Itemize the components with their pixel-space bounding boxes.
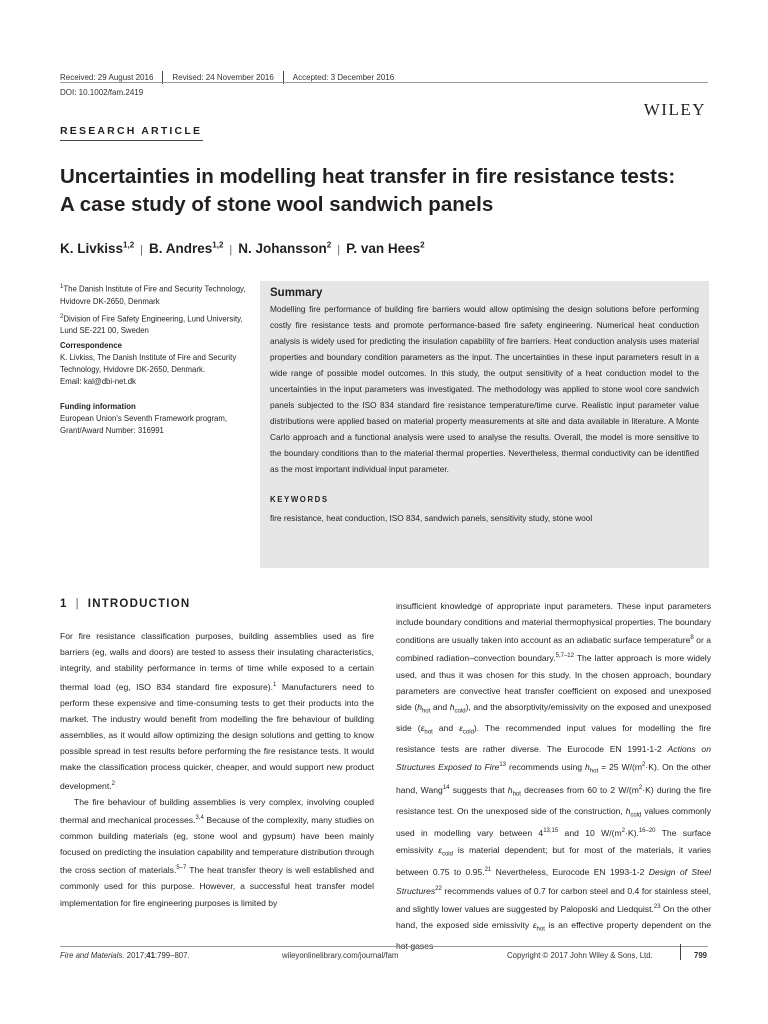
- copyright: Copyright © 2017 John Wiley & Sons, Ltd.: [507, 951, 653, 960]
- funding-heading: Funding information: [60, 402, 136, 412]
- article-type-rule: [60, 140, 203, 141]
- citation-ref[interactable]: 14: [442, 784, 450, 791]
- body-column-left: [60, 628, 374, 911]
- citation-ref[interactable]: 23: [653, 903, 661, 910]
- citation-ref[interactable]: 8: [690, 635, 694, 642]
- revised-date: Revised: 24 November 2016: [172, 73, 274, 82]
- footer-divider: [680, 944, 681, 960]
- section-number: 1: [60, 598, 68, 610]
- article-metadata: [60, 281, 250, 437]
- citation-ref[interactable]: 3,4: [195, 814, 204, 821]
- summary-box: [260, 281, 709, 568]
- correspondence-heading: Correspondence: [60, 341, 122, 351]
- citation-ref[interactable]: 2: [111, 780, 115, 787]
- article-title: [60, 163, 720, 219]
- citation-ref[interactable]: 13,15: [543, 828, 559, 835]
- footer-citation: Fire and Materials. 2017;41:799–807.: [60, 951, 190, 960]
- paragraph: For fire resistance classification purposes, building assemblies used as fire barriers (eg, walls and doors) are tested to assess their insulating characteristics, integrity, and stability performance in terms of time while exposed to a certain thermal load (eg, ISO 834 standard fire exposure).$^1$ Manufacturers need to perform these expensive and time-consuming tests to get their products into the market. The industry would benefit from modelling the fire behaviour of building assemblies, as it would allow optimizing the design solutions and getting to know possible spread in test results before performing the fire resistance tests. It would make the classification process quicker, cheaper, and would support new product development.$^2$: [60, 631, 374, 791]
- accepted-date: Accepted: 3 December 2016: [292, 73, 395, 82]
- citation-ref[interactable]: 5–7: [176, 865, 187, 872]
- citation-ref[interactable]: 13: [499, 761, 507, 768]
- doi[interactable]: DOI: 10.1002/fam.2419: [60, 88, 144, 97]
- summary-heading: Summary: [270, 287, 323, 299]
- received-date: Received: 29 August 2016: [60, 73, 154, 82]
- citation-ref[interactable]: 16–20: [638, 828, 656, 835]
- paragraph: The fire behaviour of building assemblies is very complex, involving coupled thermal and mechanical processes.$^{3,4}$ Because of the complexity, many studies on common building materials (eg, stone wool and gypsum) have been mainly focused on predicting the insulation capability and temperature distribution through the cross section of materials.$^{5-7}$ The heat transfer theory is well established and commonly used for this purpose. However, a successful heat transfer model implementation for fire engineering purposes is limited by: [60, 796, 374, 908]
- body-column-right: [396, 598, 711, 954]
- affiliation: $^1$The Danish Institute of Fire and Security Technology, Hvidovre DK-2650, Denmark: [60, 284, 246, 306]
- footer-rule: [60, 946, 708, 947]
- section-title: INTRODUCTION: [87, 598, 191, 610]
- author-list: [60, 240, 425, 256]
- journal-url[interactable]: wileyonlinelibrary.com/journal/fam: [282, 951, 399, 960]
- title-line-2: A case study of stone wool sandwich panels: [60, 193, 494, 216]
- correspondence-text: K. Livkiss, The Danish Institute of Fire and Security Technology, Hvidovre DK-2650, Denmark.: [60, 353, 237, 375]
- citation-ref[interactable]: 21: [484, 867, 492, 874]
- author-divider: |: [229, 243, 233, 256]
- affiliation: $^2$Division of Fire Safety Engineering, Lund University, Lund SE-221 00, Sweden: [60, 313, 243, 336]
- title-line-1: Uncertainties in modelling heat transfer in fire resistance tests:: [60, 165, 676, 188]
- author-divider: |: [140, 243, 144, 256]
- citation-ref[interactable]: 22: [435, 885, 442, 892]
- citation-ref[interactable]: 5,7–12: [555, 653, 574, 660]
- funding-text: European Union's Seventh Framework program, Grant/Award Number: 316991: [60, 414, 228, 436]
- correspondence-email[interactable]: Email: kal@dbi-net.dk: [60, 377, 136, 387]
- keywords: fire resistance, heat conduction, ISO 834, sandwich panels, sensitivity study, stone wool: [270, 513, 593, 523]
- header-rule: [60, 82, 708, 83]
- author-divider: |: [337, 243, 341, 256]
- author[interactable]: B. Andres$^{1,2}$: [149, 240, 224, 256]
- citation-ref[interactable]: 1: [273, 681, 277, 688]
- section-heading: 1 | INTRODUCTION: [60, 598, 191, 610]
- summary-text: Modelling fire performance of building fire barriers would allow optimising the design solutions before performing costly fire resistance tests and promote performance-based fire safety engineering. Numerical heat conduction analysis is widely used for predicting the insulation capability of fire barriers. Heat conduction analysis uses material properties and boundary condition parameters as the input. The uncertainties in these input parameters result in a wide range of possible model outcomes. In this study, the output sensitivity of a heat conduction model to the uncertainties in the input parameters was investigated. The methodology was applied to stone wool core sandwich panels subjected to the ISO 834 standard fire resistance temperature/time curve. Realistic input parameter value distributions were applied based on material property measurements at site and data available in literature. A Monte Carlo approach and a functional analysis were used to analyse the results. Overall, the model is more sensitive to the boundary conditions than to the material thermal properties. Nevertheless, thermal conductivity can be identified as the most important individual input parameter.: [270, 304, 699, 474]
- paragraph: insufficient knowledge of appropriate input parameters. These input parameters include boundary conditions and material thermophysical properties. The boundary conditions are usually taken into account as an adiabatic surface temperature$^8$ or a combined radiation–convection boundary.$^{5,7-12}$ The latter approach is more widely used, and thus it was chosen for this study. In the chosen approach, boundary parameters are convective heat transfer coefficient on exposed and unexposed side ($h_{hot}$ and $h_{cold}$), and the absorptivity/emissivity on the exposed and unexposed side ($\varepsilon_{hot}$ and $\varepsilon_{cold}$). The recommended input values for modelling the fire resistance tests are rather diverse. The Eurocode EN 1991-1-2 Actions on Structures Exposed to Fire$^{13}$ recommends using $h_{hot} = 25$ $W/(m^2\cdot K)$. On the other hand, Wang$^{14}$ suggests that $h_{hot}$ decreases from 60 to 2 $W/(m^2\cdot K)$ during the fire resistance test. On the unexposed side of the construction, $h_{cold}$ values commonly used in modelling vary between 4$^{13,15}$ and 10 $W/(m^2\cdot K).^{16-20}$ The surface emissivity $\varepsilon_{cold}$ is material dependent; but for most of the materials, it varies between 0.75 to 0.95.21 Nevertheless, Eurocode EN 1993-1-2 Design of Steel Structures$^{22}$ recommends values of 0.7 for carbon steel and 0.4 for stainless steel, and slightly lower values are suggested by Paloposki and Liedquist.$^{23}$ On the other hand, the exposed side emissivity $\varepsilon_{hot}$ is an effective property dependent on the: [396, 601, 712, 933]
- publisher-logo: WILEY: [643, 100, 706, 119]
- author[interactable]: P. van Hees$^2$: [346, 240, 425, 256]
- keywords-heading: KEYWORDS: [270, 495, 329, 504]
- article-type: RESEARCH ARTICLE: [60, 125, 203, 137]
- author[interactable]: K. Livkiss$^{1,2}$: [60, 240, 135, 256]
- author[interactable]: N. Johansson$^2$: [238, 240, 332, 256]
- page-number: 799: [694, 951, 708, 960]
